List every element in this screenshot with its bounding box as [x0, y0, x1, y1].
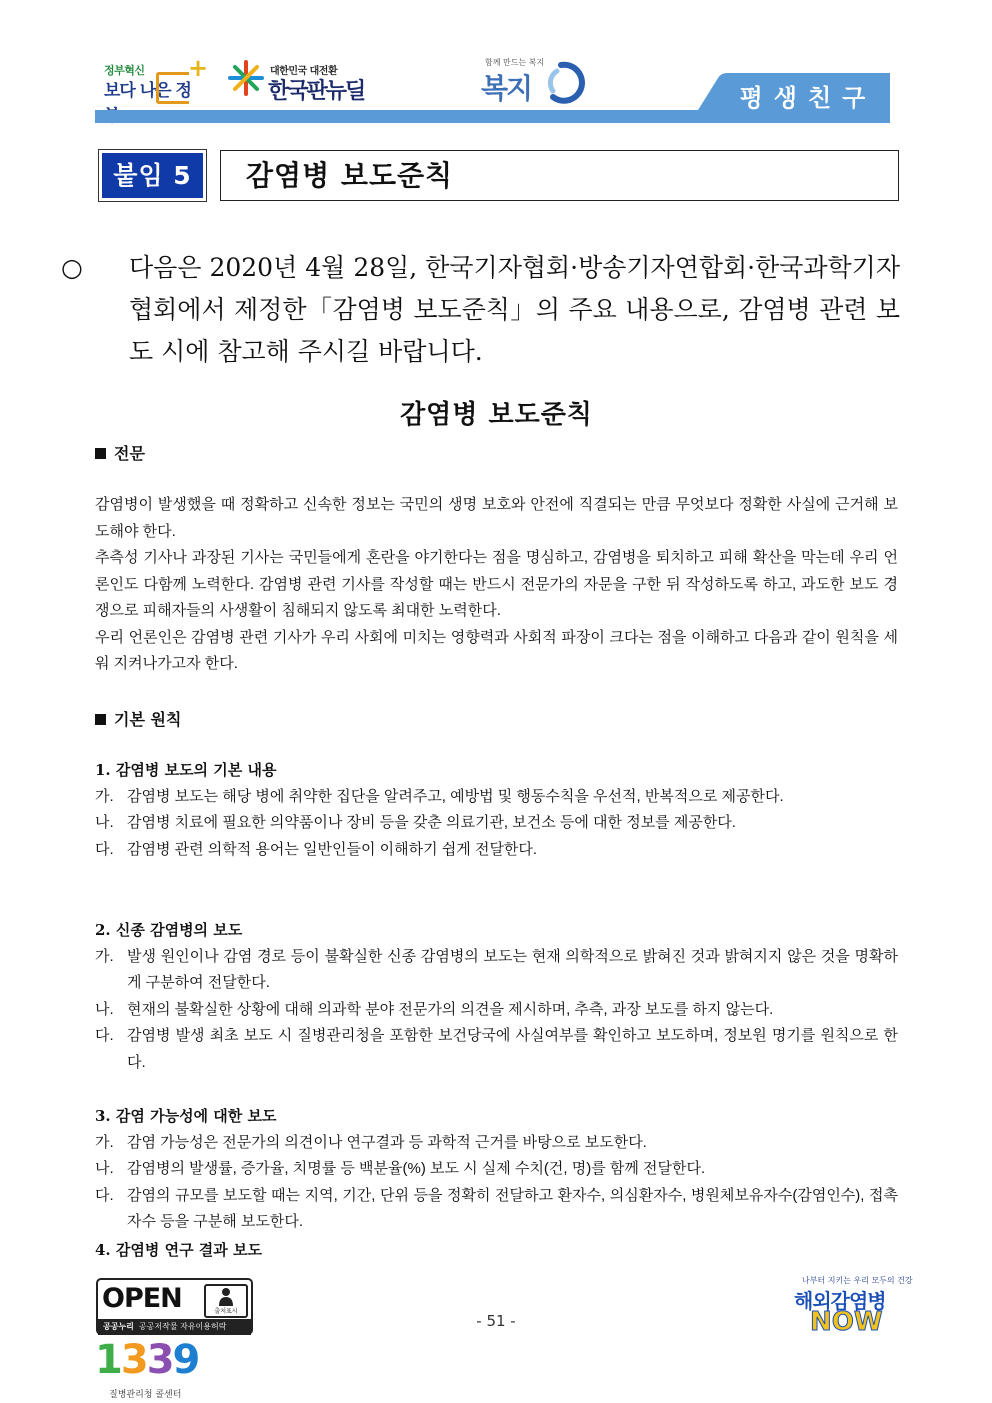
list-item-text: 감염 가능성은 전문가의 의견이나 연구결과 등 과학적 근거를 바탕으로 보도한다.: [127, 1133, 647, 1151]
list-item-label: 가.: [95, 1133, 114, 1151]
attachment-tag: 붙임 5: [99, 150, 206, 201]
list-item-label: 나.: [95, 814, 114, 831]
digit: 3: [120, 1337, 147, 1383]
gov-logo-bracket: [156, 72, 189, 104]
digit: 1: [95, 1337, 121, 1383]
circle-bullet-icon: ○: [61, 253, 83, 282]
principle-section-title: 1. 감염병 보도의 기본 내용: [95, 761, 277, 779]
preamble-heading-text: 전문: [114, 444, 145, 463]
kogl-open-badge: [96, 1278, 253, 1335]
bokji-arc-icon: [547, 61, 587, 105]
list-item-text: 감염병 관련 의학적 용어는 일반인들이 이해하기 쉽게 전달한다.: [127, 840, 538, 858]
list-item-label: 다.: [95, 1186, 114, 1204]
now-logo-tagline: 나부터 지키는 우리 모두의 건강: [802, 1276, 913, 1285]
list-item: [95, 1130, 898, 1157]
square-bullet-icon: [95, 714, 106, 725]
list-item: [95, 1183, 898, 1236]
section-title: 감염병 보도준칙: [220, 150, 899, 201]
kogl-name: 공공누리: [103, 1322, 134, 1331]
1339-digits: [95, 1337, 198, 1383]
list-item: [95, 784, 898, 811]
principle-section-title: 2. 신종 감염병의 보도: [95, 921, 243, 939]
principle-section-title: 4. 감염병 연구 결과 보도: [95, 1241, 262, 1259]
preamble-heading: [95, 441, 145, 464]
person-icon: [206, 1286, 246, 1308]
list-item: [95, 944, 898, 997]
gov-innovation-logo: [104, 54, 209, 106]
list-item: [95, 837, 898, 864]
kdca-1339-logo: [95, 1337, 205, 1400]
bokji-logo-name: 복지: [481, 72, 532, 105]
page-number: - 51 -: [476, 1312, 516, 1330]
gov-logo-line1: 정부혁신: [104, 64, 145, 77]
newdeal-logo-line2: 한국판뉴딜: [268, 79, 365, 104]
intro-text: 다음은 2020년 4월 28일, 한국기자협회·방송기자연합회·한국과학기자협회에서 제정한「감염병 보도준칙」의 주요 내용으로, 감염병 관련 보도 시에 참고해 주시길 바랍니다.: [129, 253, 900, 366]
list-item: [95, 810, 898, 837]
list-item-text: 감염병 보도는 해당 병에 취약한 집단을 알려주고, 예방법 및 행동수칙을 우선적, 반복적으로 제공한다.: [127, 787, 784, 805]
header-tab-label: 평생친구: [739, 84, 877, 112]
list-item-text: 감염병의 발생률, 증가율, 치명률 등 백분율(%) 보도 시 실제 수치(건, 명)를 함께 전달한다.: [127, 1160, 706, 1177]
gov-logo-line2: 보다 나은 정: [104, 81, 191, 101]
list-item-text: 발생 원인이나 감염 경로 등이 불확실한 신종 감염병의 보도는 현재 의학적으로 밝혀진 것과 밝혀지지 않은 것을 명확하게 구분하여 전달한다.: [127, 947, 898, 991]
bokji-logo: [481, 55, 581, 107]
digit: 3: [146, 1337, 173, 1383]
now-logo-sub: NOW: [810, 1307, 883, 1337]
list-item-label: 다.: [95, 1027, 114, 1044]
bokji-logo-tagline: 함께 만드는 복지: [485, 58, 545, 67]
newdeal-logo-line1: 대한민국 대전환: [270, 66, 338, 77]
square-bullet-icon: [95, 448, 106, 459]
list-item-text: 감염병 치료에 필요한 의약품이나 장비 등을 갖춘 의료기관, 보건소 등에 대한 정보를 제공한다.: [127, 814, 736, 831]
newdeal-star-icon: [228, 60, 264, 96]
document-title: 감염병 보도준칙: [400, 400, 593, 430]
principle-section-title: 3. 감염 가능성에 대한 보도: [95, 1107, 277, 1125]
principle-section-3: [95, 1103, 898, 1236]
attribution-caption: 출처표시: [214, 1308, 238, 1315]
list-item-label: 나.: [95, 1000, 114, 1018]
korean-new-deal-logo: [228, 58, 378, 104]
kogl-desc: 공공저작물 자유이용허락: [138, 1322, 227, 1331]
list-item: [95, 1156, 898, 1183]
list-item: [95, 997, 898, 1024]
open-badge-caption: [98, 1319, 251, 1335]
list-item-text: 현재의 불확실한 상황에 대해 의과학 분야 전문가의 의견을 제시하며, 추측, 과장 보도를 하지 않는다.: [127, 1000, 774, 1018]
preamble-body: [95, 492, 898, 678]
list-item-label: 가.: [95, 947, 114, 965]
preamble-paragraph: 우리 언론인은 감염병 관련 기사가 우리 사회에 미치는 영향력과 사회적 파장이 크다는 점을 이해하고 다음과 같이 원칙을 세워 지켜나가고자 한다.: [95, 628, 898, 672]
list-item-text: 감염병 발생 최초 보도 시 질병관리청을 포함한 보건당국에 사실여부를 확인하고 보도하며, 정보원 명기를 원칙으로 한다.: [127, 1027, 898, 1071]
plus-icon: +: [188, 54, 209, 82]
now-logo-name: 해외감염병: [794, 1289, 886, 1313]
principle-section-4: [95, 1237, 898, 1264]
principles-heading-text: 기본 원칙: [114, 710, 182, 729]
intro-paragraph: [61, 247, 900, 373]
1339-caption: 질병관리청 콜센터: [109, 1390, 182, 1400]
attribution-icon: [204, 1284, 248, 1318]
list-item-label: 나.: [95, 1160, 114, 1177]
open-word: OPEN: [102, 1283, 182, 1314]
list-item-label: 가.: [95, 787, 114, 805]
principle-section-1: [95, 757, 898, 863]
digit: 9: [172, 1337, 199, 1383]
list-item-text: 감염의 규모를 보도할 때는 지역, 기간, 단위 등을 정확히 전달하고 환자수, 의심환자수, 병원체보유자수(감염인수), 접촉자수 등을 구분해 보도한다.: [127, 1186, 898, 1230]
principle-section-2: [95, 917, 898, 1076]
overseas-infection-now-logo: [786, 1275, 913, 1339]
preamble-paragraph: 감염병이 발생했을 때 정확하고 신속한 정보는 국민의 생명 보호와 안전에 직결되는 만큼 무엇보다 정확한 사실에 근거해 보도해야 한다.: [95, 496, 898, 540]
principles-heading: [95, 707, 181, 730]
list-item-label: 다.: [95, 840, 114, 858]
list-item: [95, 1023, 898, 1076]
preamble-paragraph: 추측성 기사나 과장된 기사는 국민들에게 혼란을 야기한다는 점을 명심하고, 감염병을 퇴치하고 피해 확산을 막는데 우리 언론인도 다함께 노력한다. 감염병 관련 기사를 작성할 때는 반드시 전문가의 자문을 구한 뒤 작성하도록 하고, 과도한 보도 경쟁으로 피해자들의 사생활이 침해되지 않도록 최대한 노력한다.: [95, 549, 898, 619]
